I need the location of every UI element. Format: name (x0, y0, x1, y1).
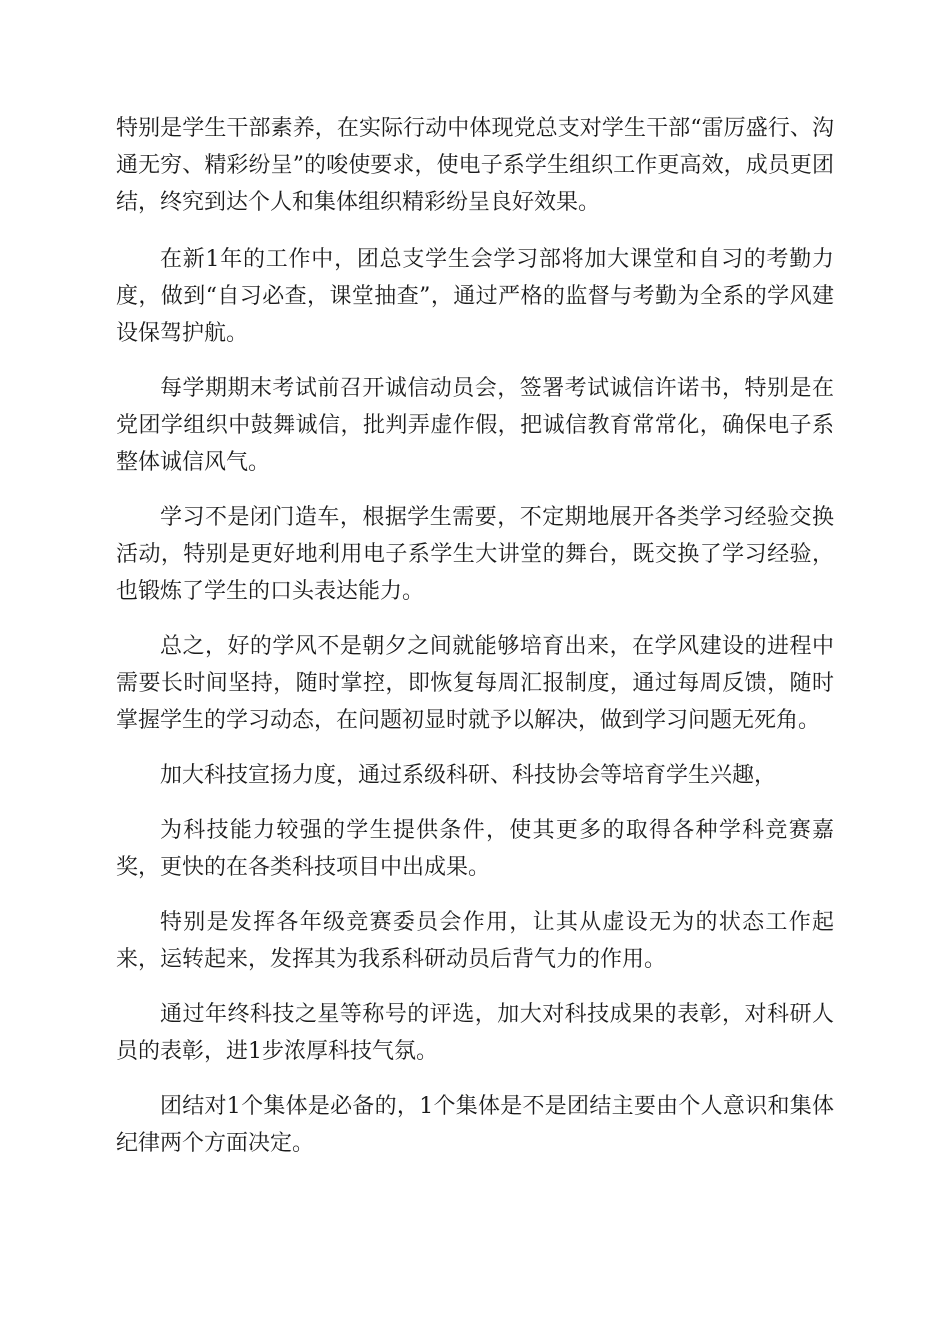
paragraph-3: 每学期期末考试前召开诚信动员会，签署考试诚信许诺书，特别是在党团学组织中鼓舞诚信，批判弄虚作假，把诚信教育常常化，确保电子系整体诚信风气。 (116, 376, 834, 475)
paragraph-2: 在新1年的工作中，团总支学生会学习部将加大课堂和自习的考勤力度，做到“自习必查，课堂抽查”，通过严格的监督与考勤为全系的学风建设保驾护航。 (116, 247, 834, 346)
paragraph-1: 特别是学生干部素养，在实际行动中体现党总支对学生干部“雷厉盛行、沟通无穷、精彩纷呈”的唆使要求，使电子系学生组织工作更高效，成员更团结，终究到达个人和集体组织精彩纷呈良好效果。 (116, 116, 834, 215)
document-body (116, 110, 834, 1180)
paragraph-5: 总之，好的学风不是朝夕之间就能够培育出来，在学风建设的进程中需要长时间坚持，随时掌控，即恢复每周汇报制度，通过每周反馈，随时掌握学生的学习动态，在问题初显时就予以解决，做到学习问题无死角。 (116, 634, 834, 733)
paragraph-4: 学习不是闭门造车，根据学生需要，不定期地展开各类学习经验交换活动，特别是更好地利用电子系学生大讲堂的舞台，既交换了学习经验，也锻炼了学生的口头表达能力。 (116, 505, 834, 604)
paragraph-10: 团结对1个集体是必备的，1个集体是不是团结主要由个人意识和集体纪律两个方面决定。 (116, 1094, 834, 1156)
paragraph-7: 为科技能力较强的学生提供条件，使其更多的取得各种学科竞赛嘉奖，更快的在各类科技项目中出成果。 (116, 818, 834, 880)
paragraph-9: 通过年终科技之星等称号的评选，加大对科技成果的表彰，对科研人员的表彰，进1步浓厚科技气氛。 (116, 1002, 834, 1064)
paragraph-8: 特别是发挥各年级竞赛委员会作用，让其从虚设无为的状态工作起来，运转起来，发挥其为我系科研动员后背气力的作用。 (116, 910, 834, 972)
paragraph-6: 加大科技宣扬力度，通过系级科研、科技协会等培育学生兴趣， (160, 763, 777, 788)
